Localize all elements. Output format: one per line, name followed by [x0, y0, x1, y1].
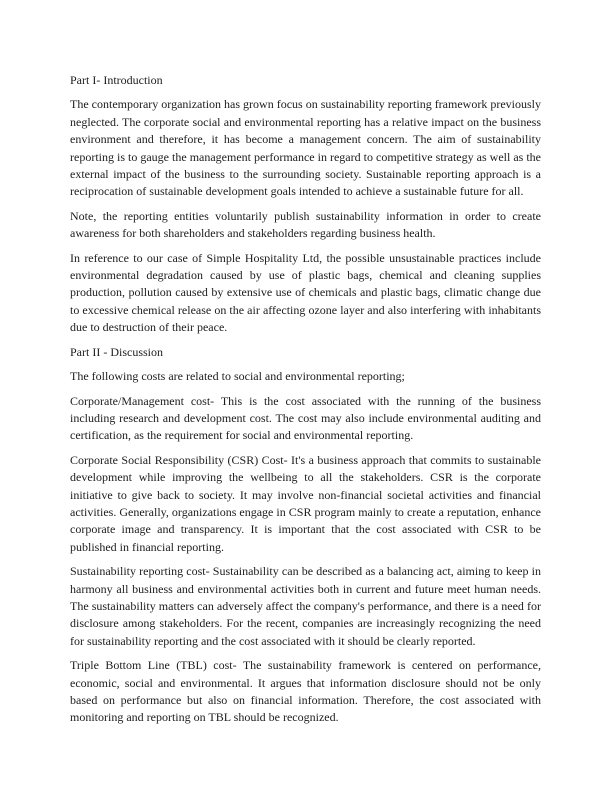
note-paragraph: Note, the reporting entities voluntarily publish sustainability information in order to create awareness for both shareholders and stakeholders regarding business health. [70, 208, 541, 241]
corporate-management-cost-paragraph: Corporate/Management cost- This is the cost associated with the running of the business including research and development cost. The cost may also include environmental auditing and certification, as the requirement for social and environmental reporting. [70, 393, 541, 443]
csr-cost-paragraph: Corporate Social Responsibility (CSR) Cost- It's a business approach that commits to sustainable development while improving the wellbeing to all the stakeholders. CSR is the corporate initiative to give back to society. It may involve non-financial societal activities and financial activities. Generally, organizations engage in CSR program mainly to create a reputation, enhance corporate image and transparency. It is important that the cost associated with CSR to be published in financial reporting. [70, 452, 541, 554]
section-heading-part-i: Part I- Introduction [70, 73, 163, 87]
case-unsustainable-practices-paragraph: In reference to our case of Simple Hospitality Ltd, the possible unsustainable practices include environmental degradation caused by use of plastic bags, chemical and cleaning supplies production, pollution caused by extensive use of chemicals and plastic bags, climatic change due to excessive chemical release on the air affecting ozone layer and also interfering with inhabitants due to destruction of their peace. [70, 250, 541, 335]
tbl-cost-paragraph: Triple Bottom Line (TBL) cost- The sustainability framework is centered on performance, economic, social and environmental. It argues that information disclosure should not be only based on performance but also on financial information. Therefore, the cost associated with monitoring and reporting on TBL should be recognized. [70, 658, 541, 725]
costs-intro-line: The following costs are related to social and environmental reporting; [70, 369, 405, 384]
sustainability-reporting-cost-paragraph: Sustainability reporting cost- Sustainability can be described as a balancing act, aiming to keep in harmony all business and environmental activities both in current and future meet human needs. The sustainability matters can adversely affect the company's performance, and there is a need for disclosure among stakeholders. For the recent, companies are increasingly recognizing the need for sustainability reporting and the cost associated with it should be clearly reported. [70, 564, 541, 648]
section-heading-part-ii: Part II - Discussion [70, 344, 163, 359]
intro-paragraph: The contemporary organization has grown focus on sustainability reporting framework previously neglected. The corporate social and environmental reporting has a relative impact on the business environment and therefore, it has become a management concern. The aim of sustainability reporting is to gauge the management performance in regard to competitive strategy as well as the external impact of the business to the surrounding society. Sustainable reporting approach is a reciprocation of sustainable development goals intended to achieve a sustainable future for all. [70, 97, 541, 199]
